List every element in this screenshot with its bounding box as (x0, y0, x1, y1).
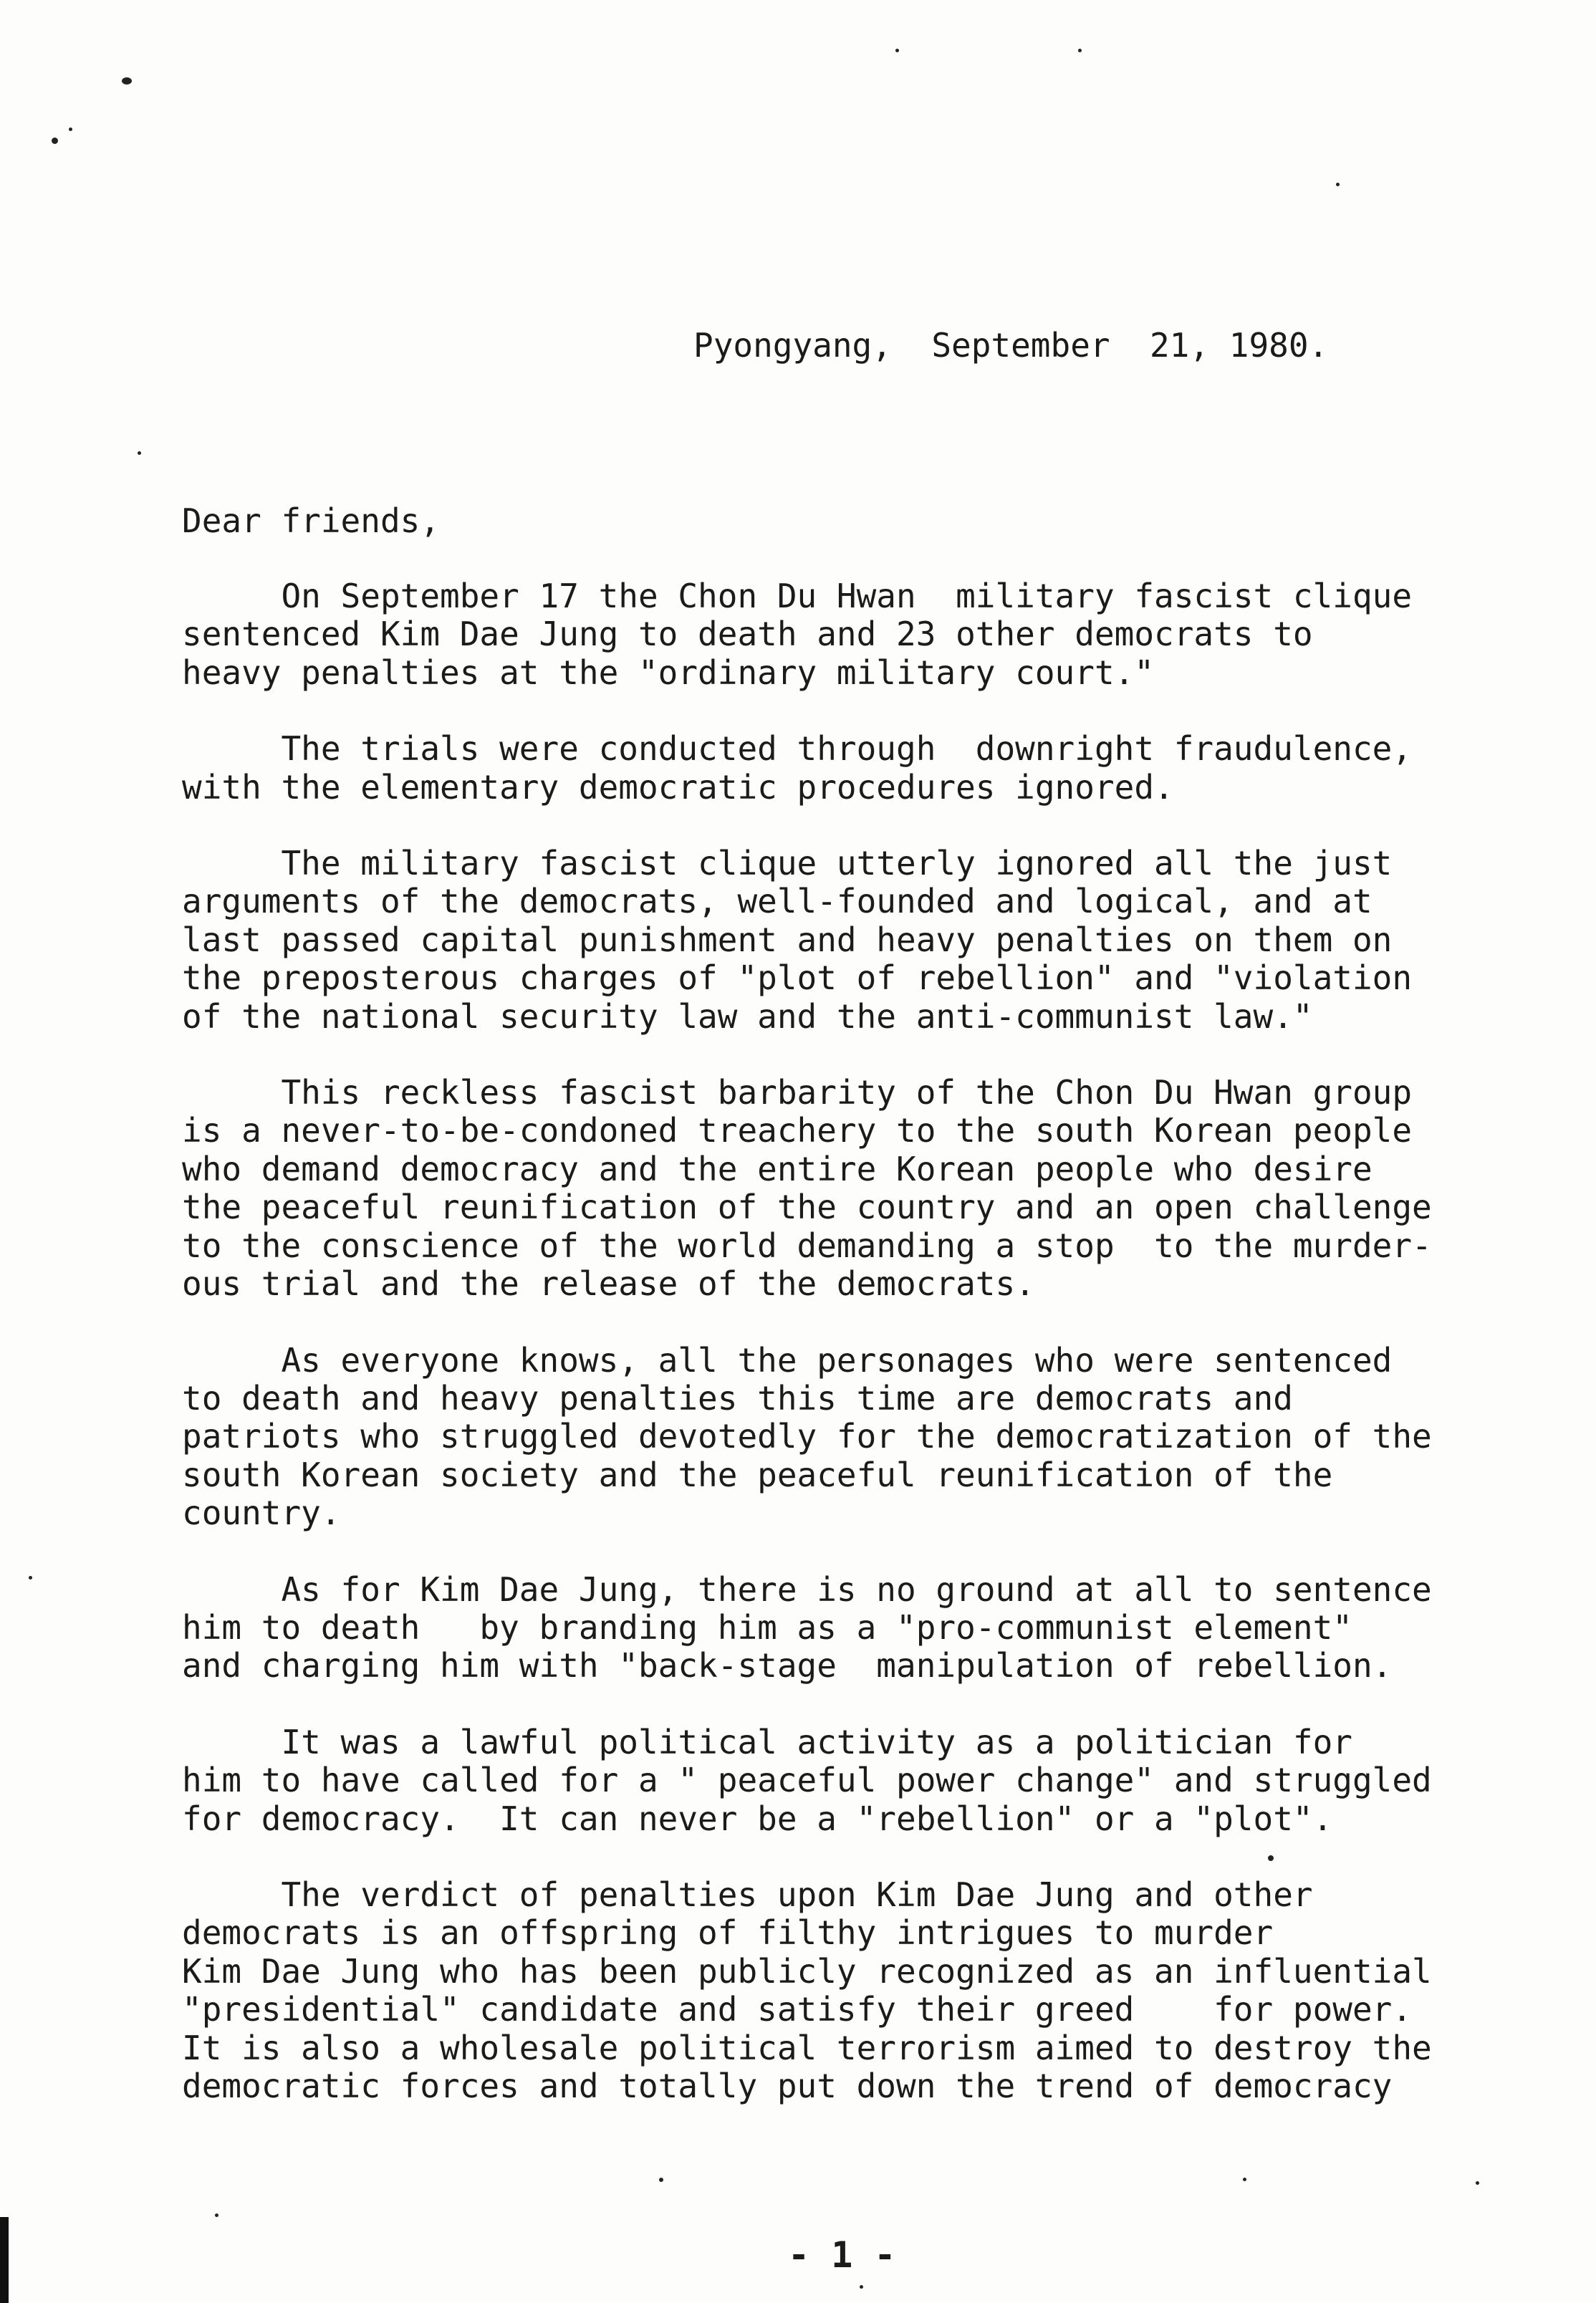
letter-salutation: Dear friends, (182, 501, 441, 540)
scan-speck (1476, 2181, 1479, 2185)
paragraph-kim-dae-jung: As for Kim Dae Jung, there is no ground at all to sentence him to death by branding him as a "pro-communist element" and charging him with "back-stage manipulation of rebellion. (182, 1569, 1432, 1686)
scan-edge-mark (0, 2217, 9, 2303)
page-number: - 1 - (788, 2234, 896, 2276)
paragraph-sentencing: On September 17 the Chon Du Hwan military fascist clique sentenced Kim Dae Jung to death and 23 other democrats to heavy penalties at the "ordinary military court." (182, 577, 1413, 692)
paragraph-verdict: The verdict of penalties upon Kim Dae Jung and other democrats is an offspring of filthy intrigues to murder Kim Dae Jung who has been publicly recognized as an influential "presidential" candidate and satisfy their greed for power. It is also a wholesale political terrorism aimed to destroy the democratic forces and totally put down the trend of democracy (182, 1875, 1432, 2105)
scan-speck (1243, 2178, 1246, 2181)
scan-speck (122, 77, 132, 85)
scan-speck (52, 138, 58, 144)
scan-speck (1336, 183, 1340, 186)
paragraph-personages: As everyone knows, all the personages who were sentenced to death and heavy penalties this time are democrats and patriots who struggled devotedly for the democratization of the south Korean society and the peaceful reunification of the country. (182, 1340, 1432, 1533)
paragraph-lawful-activity: It was a lawful political activity as a politician for him to have called for a " peaceful power change" and struggled for democracy. It can never be a "rebellion" or a "plot". (182, 1722, 1432, 1838)
scan-speck (1078, 49, 1082, 52)
scan-speck (895, 49, 899, 52)
paragraph-trials: The trials were conducted through downright fraudulence, with the elementary democratic procedures ignored. (182, 729, 1413, 807)
paragraph-barbarity: This reckless fascist barbarity of the Chon Du Hwan group is a never-to-be-condoned treachery to the south Korean people who demand democracy and the entire Korean people who desire the peaceful reunification of the country and an open challenge to the conscience of the world demanding a stop to the murder- ous trial and the release of the democrats. (182, 1073, 1432, 1304)
scan-speck (659, 2178, 663, 2182)
scan-speck (1268, 1855, 1274, 1861)
letter-dateline: Pyongyang, September 21, 1980. (693, 326, 1329, 365)
paragraph-charges: The military fascist clique utterly ignored all the just arguments of the democrats, well-founded and logical, and at last passed capital punishment and heavy penalties on them on the preposterous charges of "plot of rebellion" and "violation of the national security law and the anti-communist law." (182, 844, 1413, 1036)
scan-speck (860, 2285, 863, 2289)
scan-speck (29, 1576, 32, 1580)
letter-body (182, 577, 1514, 2143)
scan-speck (69, 128, 72, 131)
scan-speck (138, 451, 141, 455)
scan-speck (215, 2213, 218, 2217)
